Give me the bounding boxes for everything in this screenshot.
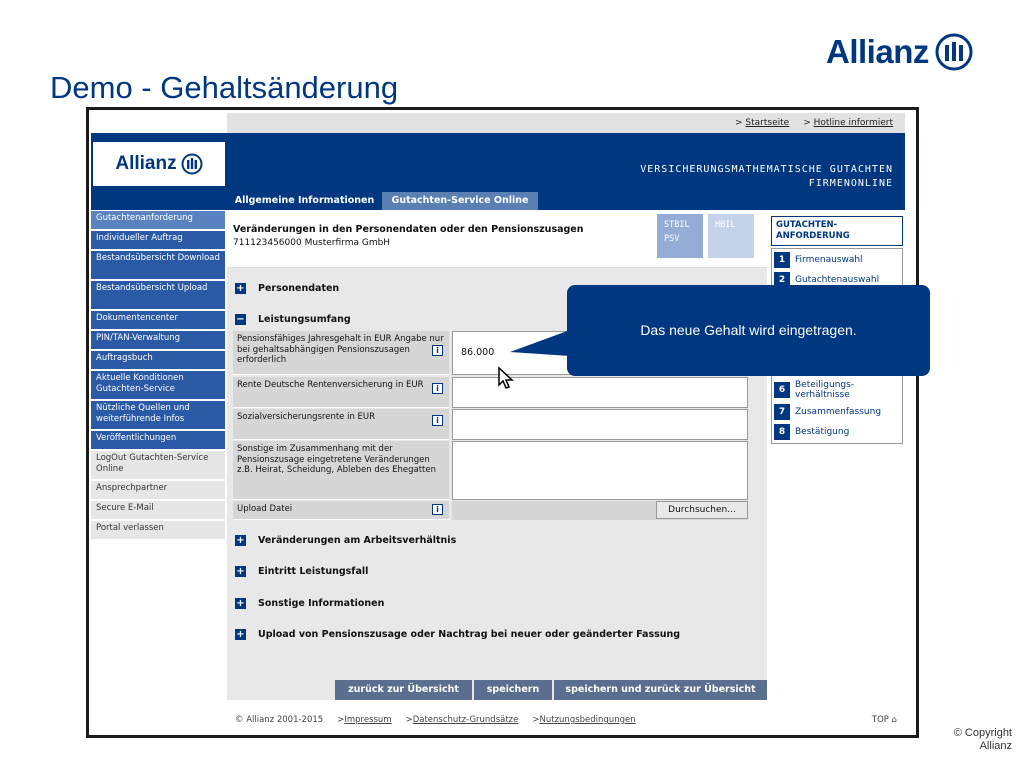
step-label: Bestätigung	[795, 427, 850, 437]
allianz-logo	[826, 32, 973, 72]
step-label: Zusammenfassung	[795, 407, 882, 417]
main-header	[227, 210, 767, 268]
tab-gutachten-service-online[interactable]: Gutachten-Service Online	[382, 192, 538, 210]
footer-datenschutz[interactable]	[406, 715, 519, 725]
sidebar-item-konditionen[interactable]: Aktuelle Konditionen Gutachten-Service	[91, 371, 225, 399]
field-label-upload	[233, 501, 449, 520]
callout-pointer	[510, 330, 570, 360]
save-button[interactable]: speichern	[474, 680, 552, 700]
sidebar-item-ansprechpartner[interactable]: Ansprechpartner	[91, 481, 225, 499]
portal-title	[640, 163, 893, 191]
page-title: Veränderungen in den Personendaten oder den Pensionszusagen	[233, 224, 584, 235]
portal-page	[91, 113, 915, 735]
step-number: 6	[774, 382, 790, 398]
company-label: 711123456000 Musterfirma GmbH	[233, 238, 391, 248]
callout-bubble: Das neue Gehalt wird eingetragen.	[567, 285, 930, 376]
sidebar-item-secure-email[interactable]: Secure E-Mail	[91, 501, 225, 519]
footer-arrow: >	[405, 715, 413, 725]
expand-icon[interactable]: +	[236, 282, 245, 294]
field-label-gehalt	[233, 331, 449, 375]
form-row-sozial	[233, 409, 748, 440]
back-to-overview-button[interactable]: zurück zur Übersicht	[335, 680, 472, 700]
expand-icon[interactable]: +	[236, 534, 245, 546]
sidebar-item-individueller-auftrag[interactable]: Individueller Auftrag	[91, 231, 225, 249]
screenshot-frame	[86, 107, 919, 738]
footer-impressum[interactable]	[337, 715, 391, 725]
expand-icon[interactable]: +	[236, 597, 245, 609]
portal-header	[91, 133, 905, 192]
sidebar-item-bestand-download[interactable]: Bestandsübersicht Download	[91, 251, 225, 279]
info-icon[interactable]: i	[432, 345, 443, 356]
back-to-top-link[interactable]	[872, 715, 897, 725]
footer-copyright: © Allianz 2001-2015	[235, 715, 324, 725]
field-label-rente	[233, 377, 449, 408]
sidebar-item-pin-tan[interactable]: PIN/TAN-Verwaltung	[91, 331, 225, 349]
link-hotline-label: Hotline informiert	[813, 118, 893, 128]
tab-allgemeine-informationen[interactable]: Allgemeine Informationen	[234, 195, 375, 206]
page-footer	[227, 713, 905, 727]
top-link-bar	[227, 113, 905, 133]
form-row-upload	[233, 501, 748, 520]
portal-logo-text: Allianz	[115, 153, 177, 174]
sozial-input[interactable]	[452, 409, 748, 440]
footer-impressum-label: Impressum	[344, 715, 392, 725]
gehalt-input[interactable]: 86.000	[452, 331, 748, 375]
section-label: Sonstige Informationen	[258, 597, 385, 609]
form-row-rente	[233, 377, 748, 408]
browse-button[interactable]: Durchsuchen...	[656, 501, 748, 519]
sidebar	[91, 211, 225, 541]
sidebar-item-gutachtenanforderung[interactable]: Gutachtenanforderung	[91, 211, 225, 229]
sidebar-item-bestand-upload[interactable]: Bestandsübersicht Upload	[91, 281, 225, 309]
expand-icon[interactable]: +	[236, 565, 245, 577]
step-label: Beteiligungs-verhältnisse	[795, 380, 855, 400]
section-leistungsumfang[interactable]	[235, 312, 351, 326]
tab-hbil[interactable]: HBIL	[708, 214, 754, 258]
form-row-sonstige	[233, 441, 748, 500]
tab-stbil-psv[interactable]	[657, 214, 703, 258]
progress-heading: GUTACHTEN-ANFORDERUNG	[771, 216, 903, 246]
mouse-cursor-icon	[497, 366, 515, 390]
section-arbeitsverhaeltnis[interactable]	[235, 533, 456, 547]
section-label: Personendaten	[258, 282, 340, 294]
allianz-logo-text: Allianz	[826, 33, 929, 70]
field-label-upload-text: Upload Datei	[237, 504, 293, 514]
section-upload-pensionszusage[interactable]	[235, 627, 680, 641]
sidebar-item-quellen[interactable]: Nützliche Quellen und weiterführende Infos	[91, 401, 225, 429]
step-label: Firmenauswahl	[795, 255, 863, 265]
link-arrow: >	[735, 118, 743, 128]
info-icon[interactable]: i	[432, 383, 443, 394]
portal-logo[interactable]	[93, 142, 225, 186]
link-arrow: >	[803, 118, 811, 128]
footer-arrow: >	[337, 715, 345, 725]
sidebar-item-logout[interactable]: LogOut Gutachten-Service Online	[91, 451, 225, 479]
caret-up-icon: ⌂	[891, 715, 897, 725]
sonstige-textarea[interactable]	[452, 441, 748, 500]
field-label-sonstige: Sonstige im Zusammenhang mit der Pensionszusage eingetretene Veränderungen z.B. Heirat, Scheidung, Ableben des Ehegatten	[233, 441, 449, 500]
slide-title: Demo - Gehaltsänderung	[50, 70, 399, 105]
step-zusammenfassung[interactable]	[774, 404, 900, 420]
section-label: Upload von Pensionszusage oder Nachtrag bei neuer oder geänderter Fassung	[258, 628, 681, 640]
link-startseite-label: Startseite	[745, 118, 790, 128]
save-and-back-button[interactable]: speichern und zurück zur Übersicht	[554, 680, 767, 700]
sidebar-item-portal-verlassen[interactable]: Portal verlassen	[91, 521, 225, 539]
main-nav	[91, 192, 905, 210]
footer-arrow: >	[532, 715, 540, 725]
step-number: 8	[774, 424, 790, 440]
link-hotline[interactable]	[803, 118, 893, 128]
info-icon[interactable]: i	[432, 504, 443, 515]
footer-nutzung-label: Nutzungsbedingungen	[539, 715, 636, 725]
portal-title-line2: FIRMENONLINE	[808, 178, 893, 189]
collapse-icon[interactable]: −	[236, 313, 245, 325]
section-label: Leistungsumfang	[258, 313, 351, 325]
sidebar-item-dokumentencenter[interactable]: Dokumentencenter	[91, 311, 225, 329]
expand-icon[interactable]: +	[236, 628, 245, 640]
field-label-sozial	[233, 409, 449, 440]
section-leistungsfall[interactable]	[235, 564, 368, 578]
footer-nutzung[interactable]	[532, 715, 635, 725]
sidebar-item-veroeffentlichungen[interactable]: Veröffentlichungen	[91, 431, 225, 449]
step-number: 1	[774, 252, 790, 268]
allianz-eagle-icon	[181, 153, 203, 175]
section-label: Veränderungen am Arbeitsverhältnis	[258, 534, 457, 546]
field-label-sozial-text: Sozialversicherungsrente in EUR	[237, 412, 376, 422]
footer-datenschutz-label: Datenschutz-Grundsätze	[412, 715, 519, 725]
step-bestaetigung[interactable]	[774, 424, 900, 440]
step-label: Gutachtenauswahl	[795, 275, 880, 285]
action-bar	[227, 680, 767, 700]
upload-field[interactable]	[452, 501, 748, 520]
field-label-gehalt-text: Pensionsfähiges Jahresgehalt in EUR Angabe nur bei gehaltsabhängigen Pensionszusagen erforderlich	[237, 334, 444, 365]
info-icon[interactable]: i	[432, 415, 443, 426]
field-label-rente-text: Rente Deutsche Rentenversicherung in EUR	[237, 380, 424, 390]
copyright-line2: Allianz	[979, 740, 1012, 752]
slide-copyright	[942, 727, 1012, 753]
tab-psv-label: PSV	[664, 234, 680, 244]
step-number: 2	[774, 272, 790, 288]
portal-title-line1: VERSICHERUNGSMATHEMATISCHE GUTACHTEN	[640, 164, 893, 175]
step-beteiligungsverhaeltnisse[interactable]	[774, 380, 900, 400]
section-label: Eintritt Leistungsfall	[258, 565, 369, 577]
sidebar-item-auftragsbuch[interactable]: Auftragsbuch	[91, 351, 225, 369]
tab-stbil-label: STBIL	[664, 220, 690, 230]
section-personendaten[interactable]	[235, 281, 339, 295]
section-sonstige-informationen[interactable]	[235, 596, 384, 610]
top-label: TOP	[871, 715, 889, 725]
step-firmenauswahl[interactable]	[774, 252, 900, 268]
step-number: 7	[774, 404, 790, 420]
allianz-eagle-icon	[935, 33, 973, 71]
copyright-line1: © Copyright	[953, 727, 1012, 739]
link-startseite[interactable]	[735, 118, 789, 128]
